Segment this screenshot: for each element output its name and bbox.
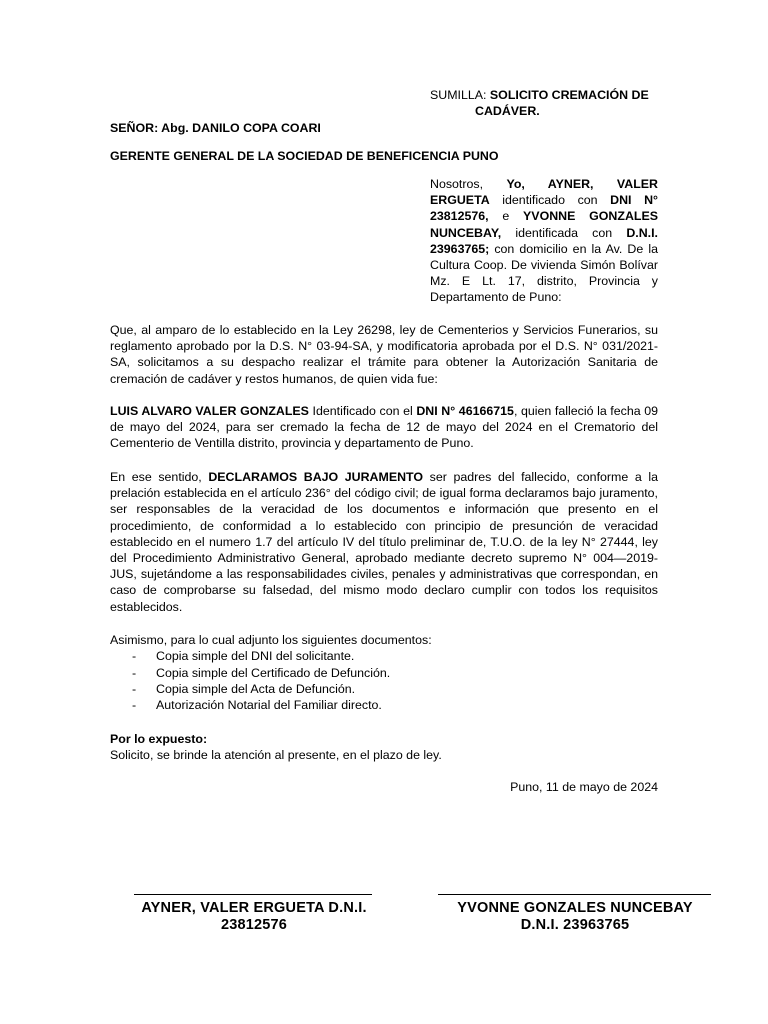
senor-name: Abg. DANILO COPA COARI (161, 121, 321, 135)
intro-text-3: e (488, 209, 524, 224)
signature-dni-1: 23812576 (220, 917, 288, 933)
signature-dni-2: D.N.I. 23963765 (520, 917, 630, 933)
intro-text-5: con domicilio en la Av. De la Cultura Coop. De vivienda Simón Bolívar Mz. E Lt. 17, distrito, Provincia y Departamento de Puno: (430, 241, 658, 305)
paragraph-deceased-text-2: , quien falleció la fecha 09 de mayo del 2024, para ser cremado la fecha de 12 de mayo del 2024 en el Crematorio del Cementerio de Ventilla distrito, provincia y departamento de Puno. (110, 404, 658, 451)
list-item (110, 681, 658, 697)
paragraph-declaration (110, 469, 658, 615)
paragraph-deceased (110, 403, 658, 452)
list-bullet: - (132, 665, 137, 680)
sumilla (430, 87, 670, 119)
signature-block-1 (114, 900, 394, 934)
documents-section (110, 632, 658, 714)
paragraph-deceased-text-1: Identificado con el (308, 404, 417, 418)
list-bullet: - (132, 649, 137, 664)
intro-applicant-2: YVONNE GONZALES NUNCEBAY, (430, 209, 658, 240)
closing-text: Solicito, se brinde la atención al presente, en el plazo de ley. (110, 748, 442, 763)
paragraph-declaration-text-2: ser padres del fallecido, conforme a la prelación establecida en el artículo 236° del código civil; de igual forma declaramos bajo juramento, ser responsables de la veracidad de los documentos e información que presento en el procedimiento, de conformidad a lo establecido con principio de presunción de veracidad establecido en el numero 1.7 del artículo IV del título preliminar de, T.U.O. de la ley N° 27444, ley del Procedimiento Administrativo General, aprobado mediante decreto supremo N° 004—2019-JUS, sujetándome a las responsabilidades civiles, penales y administrativas que correspondan, en caso de comprobarse su falsedad, del mismo modo declaro cumplir con todos los requisitos establecidos. (110, 470, 658, 614)
paragraph-legal-basis-text: Que, al amparo de lo establecido en la Ley 26298, ley de Cementerios y Servicios Funerarios, su reglamento aprobado por la D.S. N° 03-94-SA, y modificatoria aprobada por el D.S. N° 031/2021-SA, solicitamos a su despacho realizar el trámite para obtener la Autorización Sanitaria de cremación de cadáver y restos humanos, de quien vida fue: (110, 323, 658, 386)
place-date (510, 779, 658, 795)
intro-text-1: Nosotros, (430, 177, 507, 191)
declaration-heading: DECLARAMOS BAJO JURAMENTO (208, 470, 424, 484)
list-item-text: Autorización Notarial del Familiar directo. (156, 698, 382, 713)
place-date-text: Puno, 11 de mayo de 2024 (510, 780, 658, 794)
signature-line-2 (438, 894, 711, 895)
intro-dni-1: DNI N° 23812576, (430, 193, 659, 224)
list-item (110, 697, 658, 713)
sumilla-text-line2: CADÁVER. (475, 104, 540, 119)
addressee-line (110, 120, 321, 136)
sumilla-label: SUMILLA: (430, 88, 490, 102)
signature-line-1 (134, 894, 372, 895)
deceased-dni: DNI N° 46166715 (416, 404, 514, 418)
signature-name-2: YVONNE GONZALES NUNCEBAY (457, 900, 693, 916)
documents-list (110, 648, 658, 714)
addressee-position (110, 148, 499, 164)
list-bullet: - (132, 698, 137, 713)
addressee-position-text: GERENTE GENERAL DE LA SOCIEDAD DE BENEFICENCIA PUNO (110, 149, 499, 163)
list-item-text: Copia simple del Certificado de Defunción. (156, 665, 391, 680)
senor-label: SEÑOR: (110, 121, 162, 135)
list-bullet: - (132, 681, 137, 696)
signature-block-2 (430, 900, 720, 934)
list-item (110, 665, 658, 681)
documents-intro: Asimismo, para lo cual adjunto los siguientes documentos: (110, 633, 432, 647)
paragraph-declaration-text-1: En ese sentido, (110, 470, 209, 484)
intro-text-4: identificada con (501, 225, 627, 240)
list-item-text: Copia simple del DNI del solicitante. (156, 649, 355, 664)
list-item-text: Copia simple del Acta de Defunción. (156, 681, 356, 696)
paragraph-legal-basis (110, 322, 658, 387)
closing (110, 731, 442, 763)
closing-heading: Por lo expuesto: (110, 732, 208, 746)
sumilla-text-line1: SOLICITO CREMACIÓN DE (489, 88, 649, 102)
intro-applicant-1: Yo, AYNER, VALER ERGUETA (430, 177, 658, 208)
intro-text-2: identificado con (489, 193, 611, 208)
deceased-name: LUIS ALVARO VALER GONZALES (110, 404, 309, 418)
signature-name-1: AYNER, VALER ERGUETA D.N.I. (141, 900, 367, 916)
applicants-intro (430, 176, 658, 306)
list-item (110, 648, 658, 664)
intro-dni-2: D.N.I. 23963765; (430, 225, 658, 256)
